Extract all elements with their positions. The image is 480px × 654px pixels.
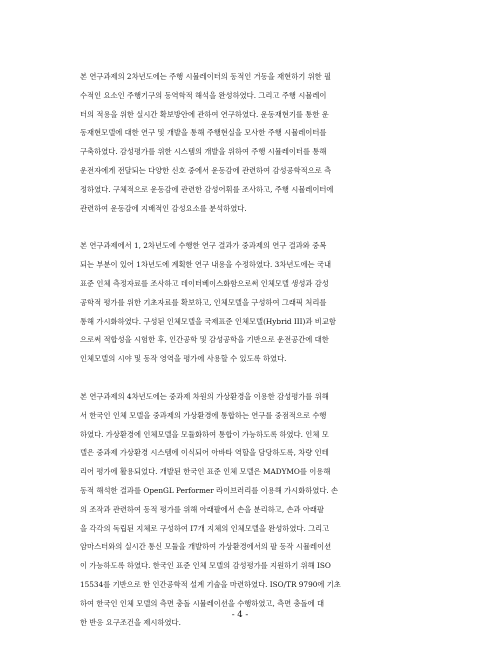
paragraph-year2: 본 연구과제의 2차년도에는 주행 시뮬레이터의 동적인 거동을 재현하기 위한 필 수적인 요소인 주행기구의 동역학적 해석을 완성하였다. 그리고 주행 시뮬레이 터의 적용을 위한 실시간 확보방안에 관하여 연구하였다. 운동재현기를 통한 운 동재현모델에 대한 연구 및 개발을 통해 주행현실을 모사한 주행 시뮬레이터를 구축하였다. 감성평가를 위한 시스템의 개발을 위하여 주행 시뮬레이터를 통해 운전자에게 전달되는 다양한 신호 중에서 운동감에 관련하여 감성공학적으로 측 정하였다. 구체적으로 운동감에 관련한 감성어휘를 조사하고, 주행 시뮬레이터에 관련하여 운동감에 지배적인 감성요소를 분석하였다.	[80, 72, 334, 213]
paragraph-year3: 본 연구과제에서 1, 2차년도에 수행한 연구 결과가 중과제의 연구 결과와 중복 되는 부분이 있어 1차년도에 계획한 연구 내용을 수정하였다. 3차년도에는 국내 표준 인체 측정자료를 조사하고 데이터베이스화함으로써 인체모델 생성과 감성 공학적 평가를 위한 기초자료를 확보하고, 인체모델을 구성하여 그래픽 처리를 통해 가시화하였다. 구성된 인체모델을 국제표준 인체모델(Hybrid III)과 비교함 으로써 적합성을 시험한 후, 인간공학 및 감성공학을 기반으로 운전공간에 대한 인체모델의 시야 및 동작 영역을 평가에 사용할 수 있도록 하였다.	[80, 241, 336, 364]
body-text	[80, 68, 404, 651]
page-number: - 4 -	[231, 610, 249, 620]
paragraph-year4: 본 연구과제의 4차년도에는 중과제 차원의 가상환경을 이용한 감성평가를 위해 서 한국인 인체 모델을 중과제의 가상환경에 통합하는 연구를 중점적으로 수행 하였다. 가상환경에 인체모델을 모듈화하여 통합이 가능하도록 하였다. 인체 모 델은 중과제 가상환경 시스템에 이식되어 아바타 역할을 담당하도록, 차량 인테 리어 평가에 활용되었다. 개발된 한국인 표준 인체 모델은 MADYMO를 이용해 동적 해석한 결과를 OpenGL Performer 라이브러리를 이용해 가시화하였다. 손 의 조작과 관련하여 동적 평가를 위해 아래팔에서 손을 분리하고, 손과 아래팔 을 각각의 독립된 지체로 구성하여 Ⅰ7개 지체의 인체모델을 완성하였다. 그리고 암마스터와의 실시간 통신 모듈을 개발하여 가상환경에서의 팔 동작 시뮬레이션 이 가능하도록 하였다. 한국인 표준 인체 모델의 감성평가를 지원하기 위해 ISO 15534를 기반으로 한 인간공학적 설계 기술을 마련하였다. ISO/TR 9790에 기초 하여 한국인 인체 모델의 측면 충돌 시뮬레이션을 수행하였고, 측면 충돌에 대 한 반응 요구조건을 제시하였다.	[80, 391, 341, 627]
